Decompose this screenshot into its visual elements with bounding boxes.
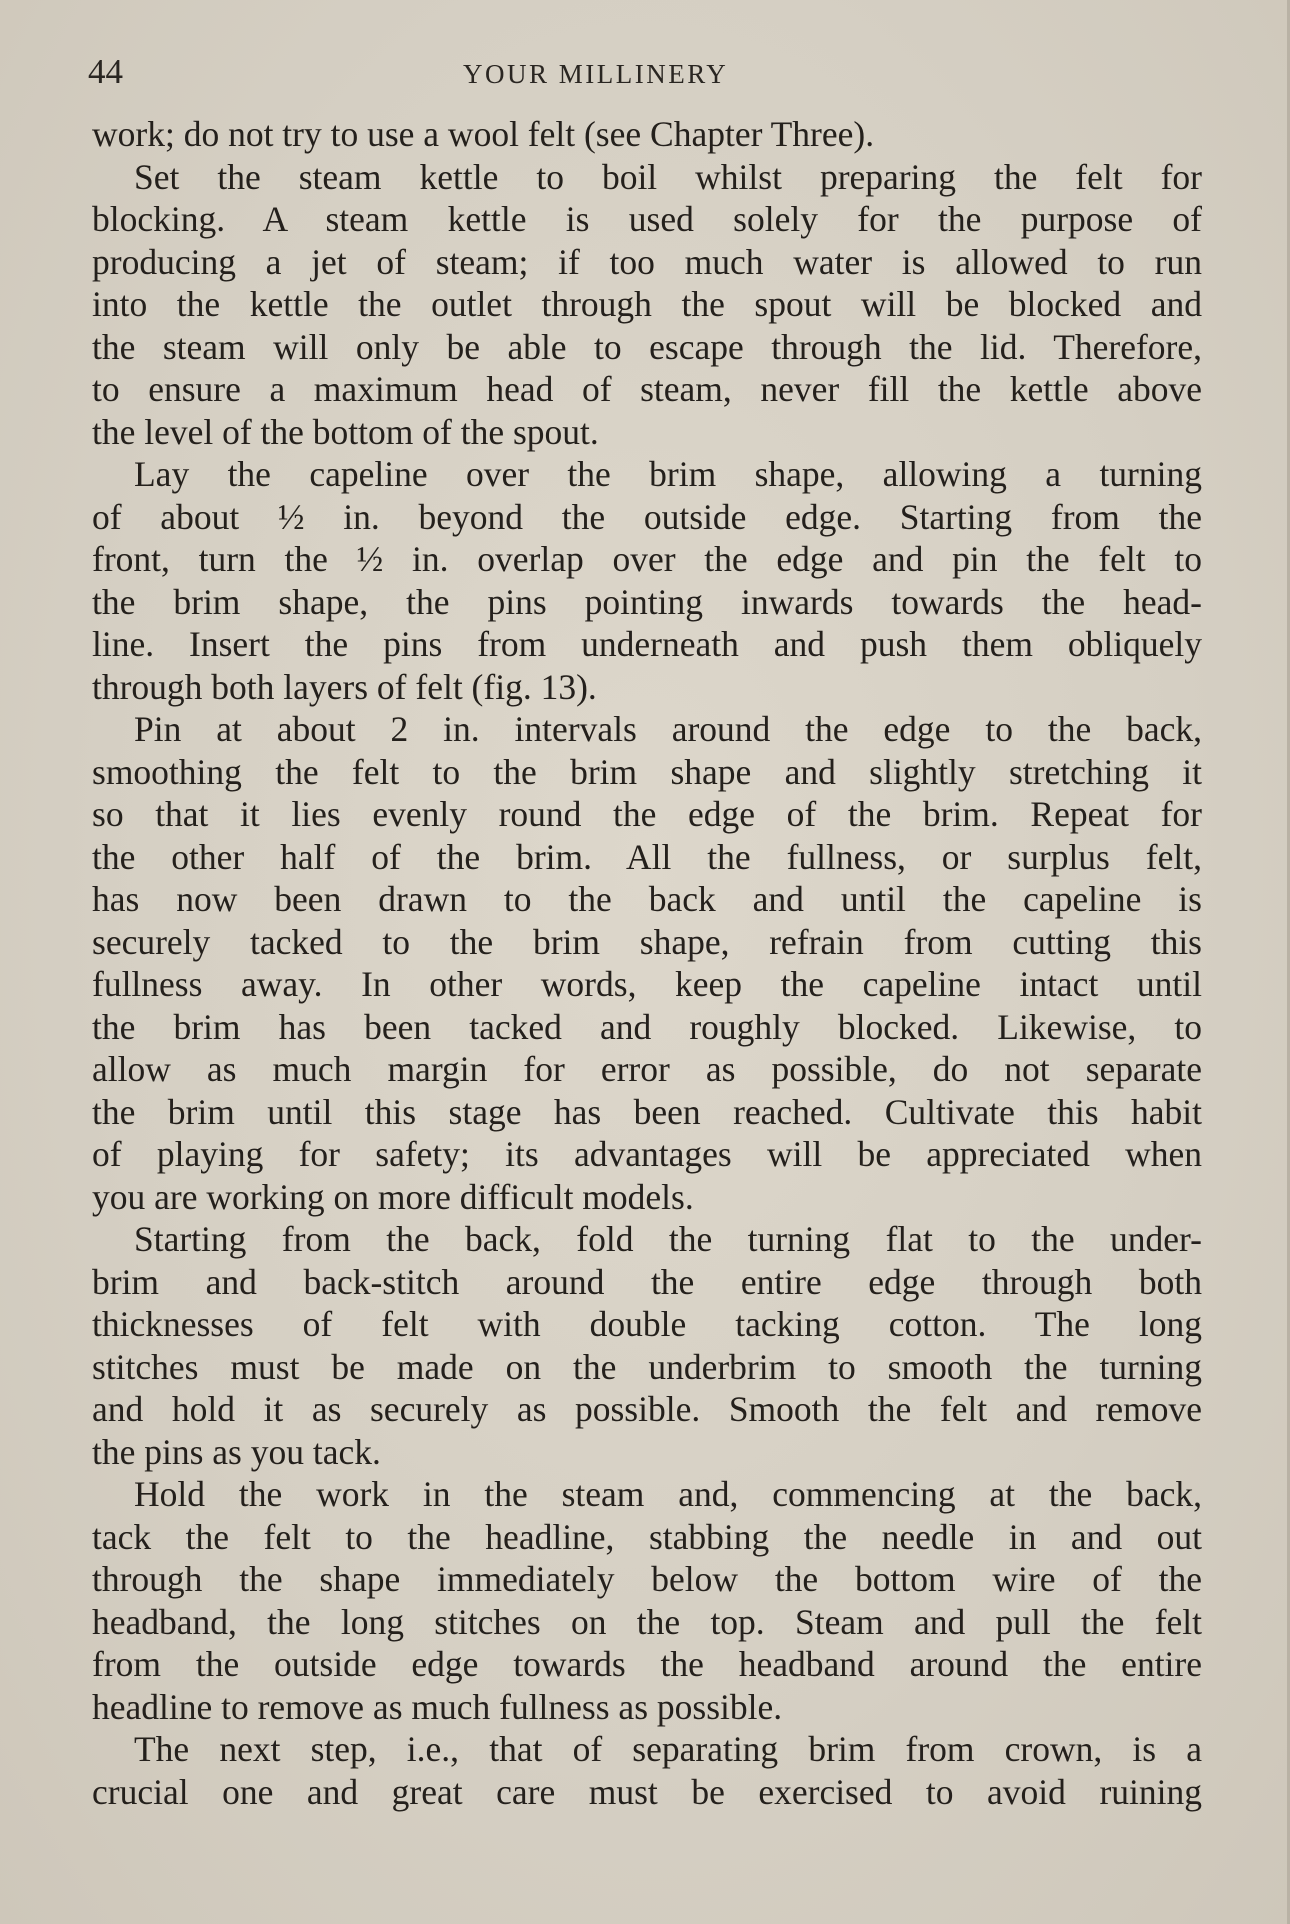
text-line: crucial one and great care must be exercised to avoid ruining — [92, 1771, 1202, 1812]
text-line: headline to remove as much fullness as possible. — [92, 1686, 783, 1727]
text-line: and hold it as securely as possible. Smooth the felt and remove — [92, 1389, 1202, 1429]
page-number: 44 — [88, 52, 123, 91]
text-line: securely tacked to the brim shape, refrain from cutting this — [92, 921, 1202, 962]
text-line: allow as much margin for error as possible, do not separate — [92, 1049, 1202, 1089]
text-line: you are working on more difficult models. — [92, 1176, 694, 1217]
text-line: to ensure a maximum head of steam, never fill the kettle above — [92, 369, 1202, 409]
text-line: headband, the long stitches on the top. Steam and pull the felt — [92, 1601, 1202, 1642]
text-line: Lay the capeline over the brim shape, allowing a turning — [134, 454, 1202, 494]
text-line: the steam will only be able to escape through the lid. Therefore, — [92, 326, 1202, 367]
body-text — [92, 113, 1202, 1813]
text-line: tack the felt to the headline, stabbing the needle in and out — [92, 1516, 1202, 1557]
text-line: Starting from the back, fold the turning flat to the under- — [134, 1219, 1202, 1259]
text-line: brim and back-stitch around the entire edge through both — [92, 1261, 1202, 1302]
text-line: smoothing the felt to the brim shape and slightly stretching it — [92, 751, 1202, 792]
text-line: work; do not try to use a wool felt (see Chapter Three). — [92, 114, 875, 154]
text-line: fullness away. In other words, keep the capeline intact until — [92, 964, 1202, 1004]
text-line: the level of the bottom of the spout. — [92, 411, 599, 452]
text-line: of about ½ in. beyond the outside edge. Starting from the — [92, 496, 1202, 537]
text-line: blocking. A steam kettle is used solely for the purpose of — [92, 199, 1202, 239]
text-line: of playing for safety; its advantages will be appreciated when — [92, 1134, 1202, 1174]
text-line: Set the steam kettle to boil whilst preparing the felt for — [134, 156, 1202, 197]
text-line: into the kettle the outlet through the spout will be blocked and — [92, 284, 1202, 324]
text-line: the other half of the brim. All the fullness, or surplus felt, — [92, 836, 1202, 877]
text-line: the brim shape, the pins pointing inwards towards the head- — [92, 581, 1202, 622]
text-line: the pins as you tack. — [92, 1431, 381, 1472]
text-line: front, turn the ½ in. overlap over the edge and pin the felt to — [92, 539, 1202, 579]
text-line: through both layers of felt (fig. 13). — [92, 666, 597, 707]
running-head — [88, 50, 1208, 94]
text-line: the brim until this stage has been reached. Cultivate this habit — [92, 1091, 1202, 1132]
text-line: producing a jet of steam; if too much water is allowed to run — [92, 241, 1202, 282]
text-line: The next step, i.e., that of separating brim from crown, is a — [134, 1729, 1202, 1769]
text-line: thicknesses of felt with double tacking cotton. The long — [92, 1304, 1202, 1344]
text-line: through the shape immediately below the bottom wire of the — [92, 1559, 1202, 1599]
text-line: from the outside edge towards the headband around the entire — [92, 1644, 1202, 1684]
text-line: stitches must be made on the underbrim to smooth the turning — [92, 1346, 1202, 1387]
text-line: the brim has been tacked and roughly blocked. Likewise, to — [92, 1006, 1202, 1047]
text-line: line. Insert the pins from underneath and push them obliquely — [92, 624, 1202, 664]
text-line: Pin at about 2 in. intervals around the edge to the back, — [134, 709, 1202, 749]
running-title: YOUR MILLINERY — [463, 59, 729, 89]
text-line: so that it lies evenly round the edge of the brim. Repeat for — [92, 794, 1202, 834]
text-line: has now been drawn to the back and until the capeline is — [92, 879, 1202, 919]
text-line: Hold the work in the steam and, commencing at the back, — [134, 1474, 1202, 1514]
